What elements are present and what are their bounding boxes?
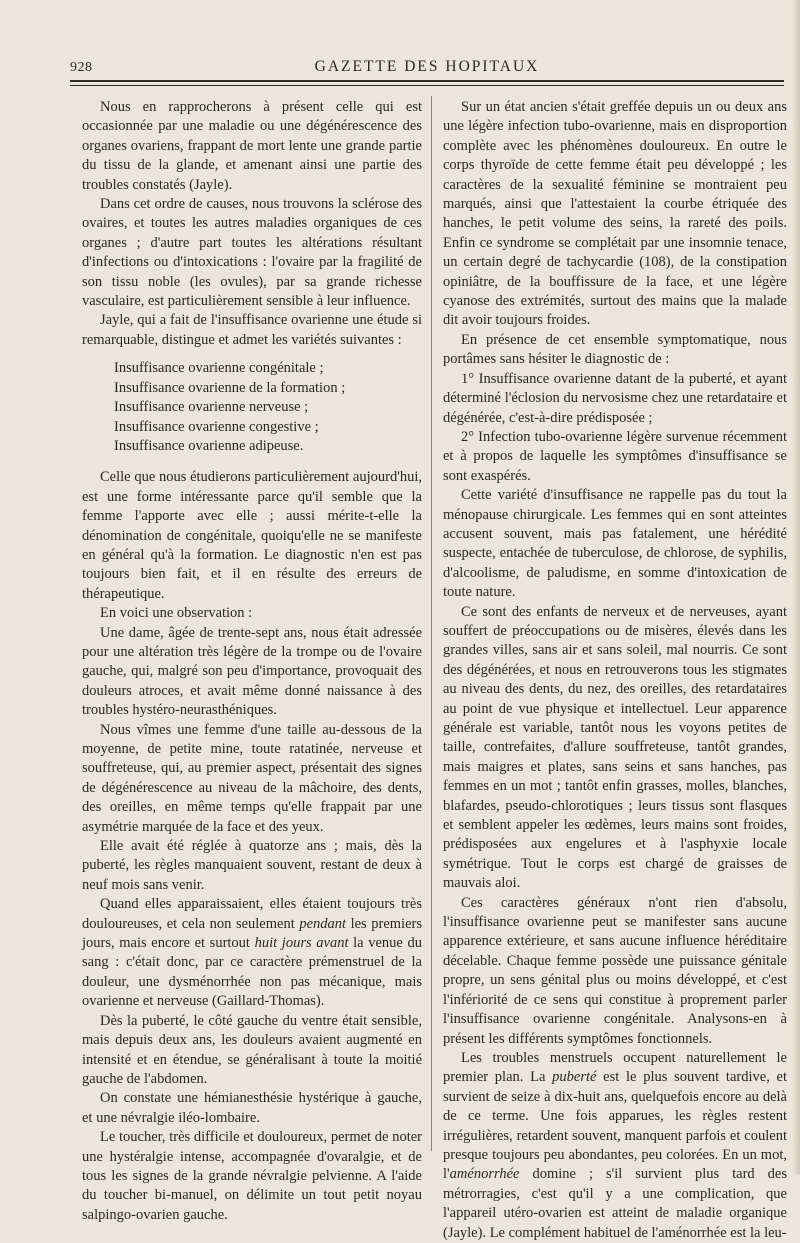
paragraph: Celle que nous étudierons particulièrement aujourd'hui, est une forme intéressante parce qu'il semble que la femme l'apporte avec elle ; aussi mérite-t-elle la dénomination de congénitale, quoiqu'elle ne se manifeste en général qu'à la formation. Le diagnostic n'en est pas toujours bien fait, et il en résulte des erreurs de thérapeutique.: [82, 469, 422, 602]
text-run: Quand elles apparaissaient, elles étaient toujours très douloureuses, et cela non seulement: [82, 896, 422, 932]
page-edge-shadow: [792, 0, 800, 1174]
header-rule-thin: [70, 85, 784, 86]
paragraph: Jayle, qui a fait de l'insuffisance ovarienne une étude si remarquable, distingue et admet les variétés suivantes :: [82, 312, 422, 348]
column-divider: [431, 96, 432, 1151]
page-number: 928: [70, 60, 93, 75]
paragraph: Ce sont des enfants de nerveux et de nerveuses, ayant souffert de préoccupations ou de misères, élevés dans les grandes villes, sans air et sans soleil, mal nourris. Ce sont des dégénérées, et nous en retrouverons tous les stigmates au niveau des dents, du nez, des oreilles, des retardataires au point de vue physique et intellectuel. Leur apparence générale est variable, tantôt nous les voyons petites de taille, contrefaites, d'allure souffreteuse, tantôt grandes, mais maigres et plates, sans seins et sans hanches, pas femmes en un mot ; tantôt enfin grasses, molles, blanches, blafardes, pseudo-chlorotiques ; leurs tissus sont flasques et semblent appeler les œdèmes, leurs mains sont froides, prédisposées aux engelures et à l'asphyxie locale symétrique. Tout le corps est chargé de graisses de mauvais aloi.: [443, 603, 787, 892]
list-item: Insuffisance ovarienne congestive ;: [114, 418, 319, 435]
italic-text: huit jours avant: [254, 935, 349, 952]
text-run: Les troubles menstruels occupent naturellement le premier plan. La: [443, 1049, 787, 1086]
header-rule-thick: [70, 80, 784, 82]
right-column: [443, 98, 787, 1243]
paragraph: Sur un état ancien s'était greffée depuis un ou deux ans une légère infection tubo-ovarienne, mais en disproportion complète avec les phénomènes douloureux. En outre le corps thyroïde de cette femme était peu développé ; les caractères de la sexualité féminine se montraient peu marqués, ainsi que l'attestaient la courbe étriquée des hanches, le petit volume des seins, la rareté des poils. Enfin ce syndrome se complétait par une insomnie tenace, un certain degré de tachycardie (108), de la constipation opiniâtre, de la bouffissure de la face, et une légère cyanose des extrémités, surtout des mains que la malade dit avoir toujours froides.: [443, 99, 787, 329]
page-header: [70, 52, 784, 80]
italic-text: pendant: [299, 915, 347, 932]
italic-text: puberté: [552, 1069, 597, 1086]
paragraph: Une dame, âgée de trente-sept ans, nous était adressée pour une altération très légère de la trompe ou de l'ovaire gauche, qui, malgré son peu d'importance, provoquait des douleurs atroces, et avait même donné naissance à des troubles hystéro-neurasthéniques.: [82, 624, 422, 719]
varieties-list: [114, 359, 422, 456]
list-item: Insuffisance ovarienne adipeuse.: [114, 437, 304, 454]
list-item: Insuffisance ovarienne nerveuse ;: [114, 399, 309, 416]
paragraph: Cette variété d'insuffisance ne rappelle pas du tout la ménopause chirurgicale. Les femmes qui en sont atteintes accusent souvent, mais pas fatalement, une hérédité suspecte, entachée de tuberculose, de chlorose, de syphilis, d'alcoolisme, de paludisme, en somme d'intoxication de toute nature.: [443, 487, 787, 601]
paragraph: 2° Infection tubo-ovarienne légère survenue récemment et à propos de laquelle les symptômes d'insuffisance se sont exaspérés.: [443, 428, 787, 484]
text-run: la venue du sang : c'était donc, par ce caractère prémenstruel de la douleur, une dysménorrhée non pas mécanique, mais ovarienne et nerveuse (Gaillard-Thomas).: [82, 935, 422, 1010]
journal-title: GAZETTE DES HOPITAUX: [314, 58, 540, 75]
paragraph: Nous vîmes une femme d'une taille au-dessous de la moyenne, de petite mine, toute ratatinée, nerveuse et souffreteuse, qui, au premier aspect, présentait des signes de dégénérescence au niveau de la mâchoire, des dents, des oreilles, en même temps qu'elle frappait par une asymétrie marquée de la face et des yeux.: [82, 721, 422, 835]
paragraph: [82, 895, 422, 1011]
paragraph: En voici une observation :: [100, 605, 253, 622]
paragraph: Elle avait été réglée à quatorze ans ; mais, dès la puberté, les règles manquaient souvent, restant de deux à neuf mois sans venir.: [82, 838, 422, 893]
left-column: [82, 98, 422, 1225]
list-item: Insuffisance ovarienne de la formation ;: [114, 379, 346, 396]
text-run: est le plus souvent tardive, et survient de seize à dix-huit ans, quelquefois encore au delà de ce terme. Une fois apparues, les règles restent irrégulières, retardent souvent, manquent parfois et coulent presque toujours peu abondantes, peu colorées. En un mot, l': [443, 1069, 788, 1183]
paragraph: Dès la puberté, le côté gauche du ventre était sensible, mais depuis deux ans, les douleurs avaient augmenté en intensité et en étendue, se généralisant à toute la moitié gauche de l'abdomen.: [82, 1012, 422, 1087]
italic-text: aménorrhée: [449, 1166, 520, 1183]
list-item: Insuffisance ovarienne congénitale ;: [114, 360, 324, 377]
paragraph: En présence de cet ensemble symptomatique, nous portâmes sans hésiter le diagnostic de :: [443, 331, 787, 368]
paragraph: 1° Insuffisance ovarienne datant de la puberté, et ayant déterminé l'éclosion du nervosisme chez une retardataire et dégénérée, c'est-à-dire prédisposée ;: [443, 370, 787, 426]
paragraph: Nous en rapprocherons à présent celle qui est occasionnée par une maladie ou une dégénérescence des organes ovariens, frappant de mort lente une grande partie du tissu de la glande, et amenant ainsi une partie des troubles constatés (Jayle).: [82, 99, 422, 193]
text-run: domine ; s'il survient plus tard des métrorragies, c'est qu'il y a une complication, que l'appareil utéro-ovarien est atteint de maladie organique (Jayle). Le complément habituel de l'aménorrhée est la leu-: [443, 1166, 787, 1241]
text-run: les premiers jours, mais encore et surtout: [82, 915, 422, 952]
paragraph: On constate une hémianesthésie hystérique à gauche, et une névralgie iléo-lombaire.: [82, 1090, 422, 1126]
paragraph: Dans cet ordre de causes, nous trouvons la sclérose des ovaires, et toutes les autres maladies organiques de ces organes ; d'autre part toutes les altérations résultant d'infections ou d'intoxications : l'ovaire par la fragilité de son tissu noble (les ovules), par sa grande richesse vasculaire, est particulièrement sensible à leur influence.: [82, 196, 422, 310]
paragraph: Le toucher, très difficile et douloureux, permet de noter une hystéralgie intense, accompagnée d'ovaralgie, et de tous les signes de la grande névralgie pelvienne. A l'aide du toucher bi-manuel, on délimite un tout petit noyau salpingo-ovarien gauche.: [82, 1129, 422, 1223]
paragraph: Ces caractères généraux n'ont rien d'absolu, l'insuffisance ovarienne peut se manifester sans aucune apparence extérieure, et sans aucune influence héréditaire décelable. Chaque femme possède une puissance génitale propre, un sens génital plus ou moins développé, et c'est l'infériorité de ce sens qui constitue à proprement parler l'insuffisance ovarienne congénitale. Analysons-en à présent les différents symptômes fonctionnels.: [443, 894, 787, 1047]
paragraph: [443, 1049, 787, 1243]
